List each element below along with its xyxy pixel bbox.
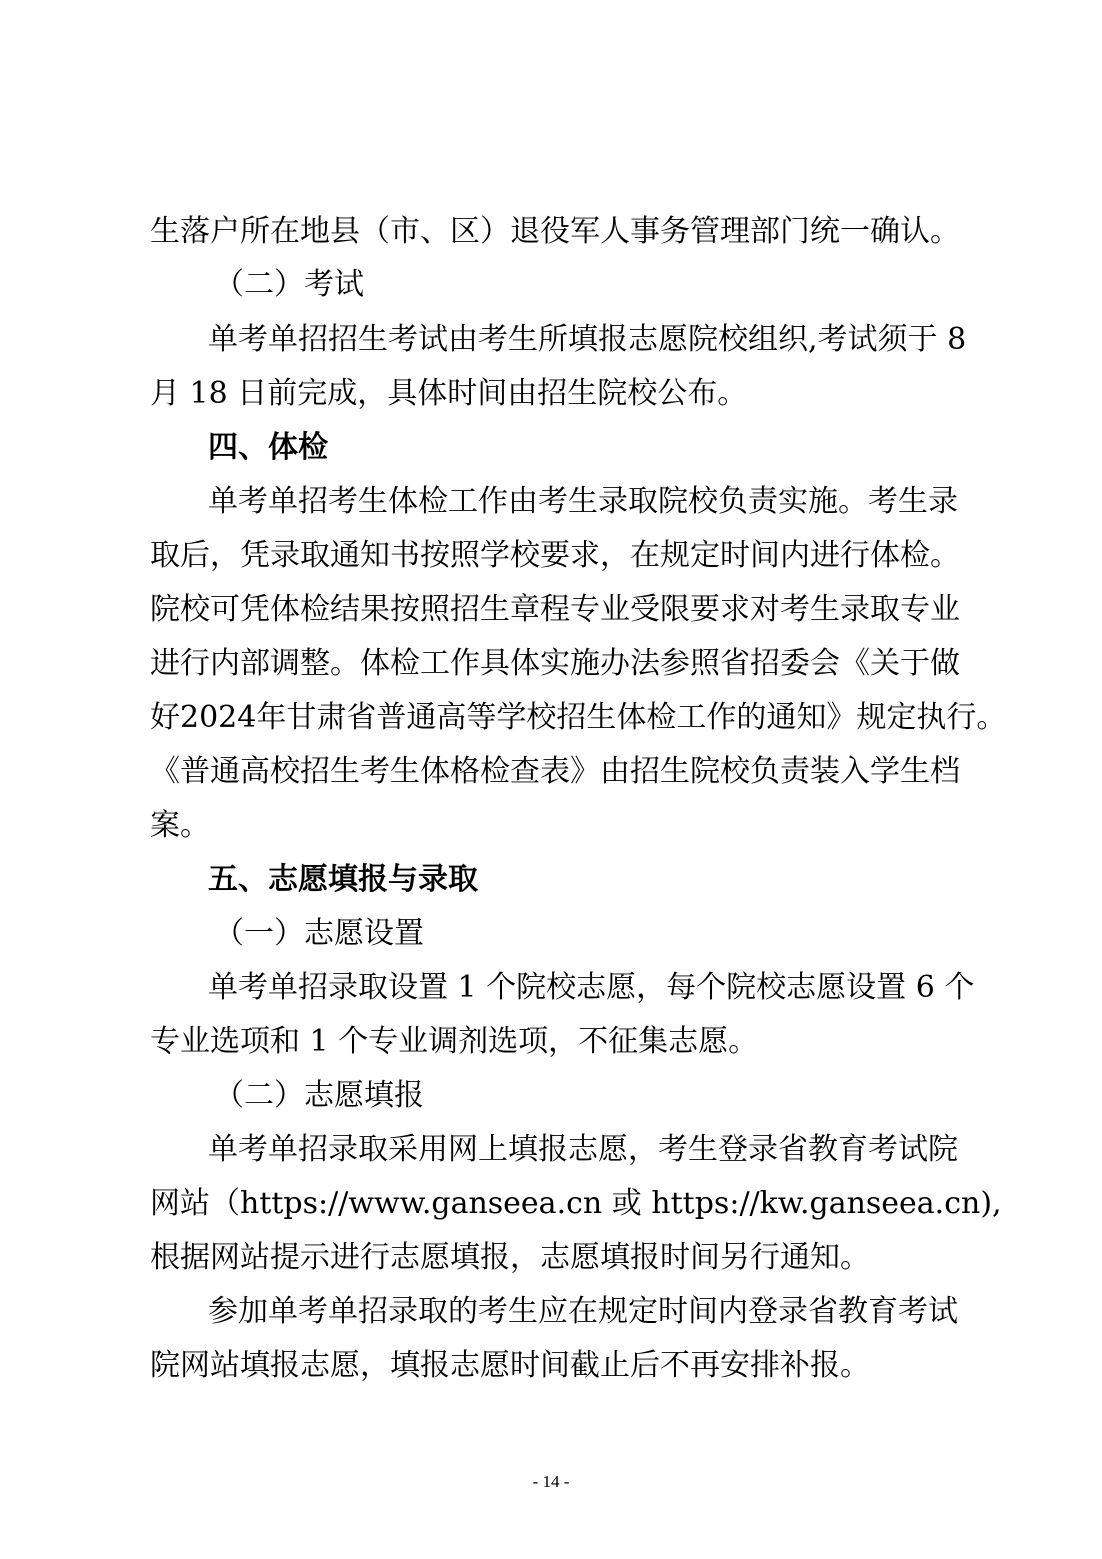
paragraph-line: 案。 [150, 808, 210, 843]
paragraph-line: 院网站填报志愿，填报志愿时间截止后不再安排补报。 [150, 1348, 870, 1383]
paragraph-line: 根据网站提示进行志愿填报，志愿填报时间另行通知。 [150, 1240, 870, 1275]
paragraph-line: 专业选项和 1 个专业调剂选项，不征集志愿。 [150, 1024, 759, 1059]
section-heading-physical-exam: 四、体检 [208, 430, 328, 465]
paragraph-line: 院校可凭体检结果按照招生章程专业受限要求对考生录取专业 [150, 592, 960, 627]
paragraph-line: 《普通高校招生考生体格检查表》由招生院校负责装入学生档 [150, 754, 960, 789]
paragraph-line: 好2024年甘肃省普通高等学校招生体检工作的通知》规定执行。 [150, 700, 1007, 735]
paragraph-line: 月 18 日前完成，具体时间由招生院校公布。 [150, 376, 748, 411]
subsection-heading-setup: （一）志愿设置 [214, 916, 424, 951]
paragraph-line: 单考单招考生体检工作由考生录取院校负责实施。考生录 [208, 484, 958, 519]
paragraph-line: 生落户所在地县（市、区）退役军人事务管理部门统一确认。 [150, 214, 960, 249]
page-number: - 14 - [532, 1472, 570, 1491]
subsection-heading-exam: （二）考试 [214, 267, 364, 302]
paragraph-line: 取后，凭录取通知书按照学校要求，在规定时间内进行体检。 [150, 538, 960, 573]
paragraph-line: 单考单招录取采用网上填报志愿，考生登录省教育考试院 [208, 1132, 958, 1167]
section-heading-application-admission: 五、志愿填报与录取 [208, 862, 478, 897]
paragraph-line: 网站（https://www.ganseea.cn 或 https://kw.ganseea.cn), [150, 1186, 1002, 1221]
subsection-heading-fill: （二）志愿填报 [214, 1078, 424, 1113]
paragraph-line: 单考单招招生考试由考生所填报志愿院校组织,考试须于 8 [208, 322, 967, 357]
paragraph-line: 进行内部调整。体检工作具体实施办法参照省招委会《关于做 [150, 646, 960, 681]
paragraph-line: 参加单考单招录取的考生应在规定时间内登录省教育考试 [208, 1294, 958, 1329]
paragraph-line: 单考单招录取设置 1 个院校志愿，每个院校志愿设置 6 个 [208, 970, 975, 1005]
